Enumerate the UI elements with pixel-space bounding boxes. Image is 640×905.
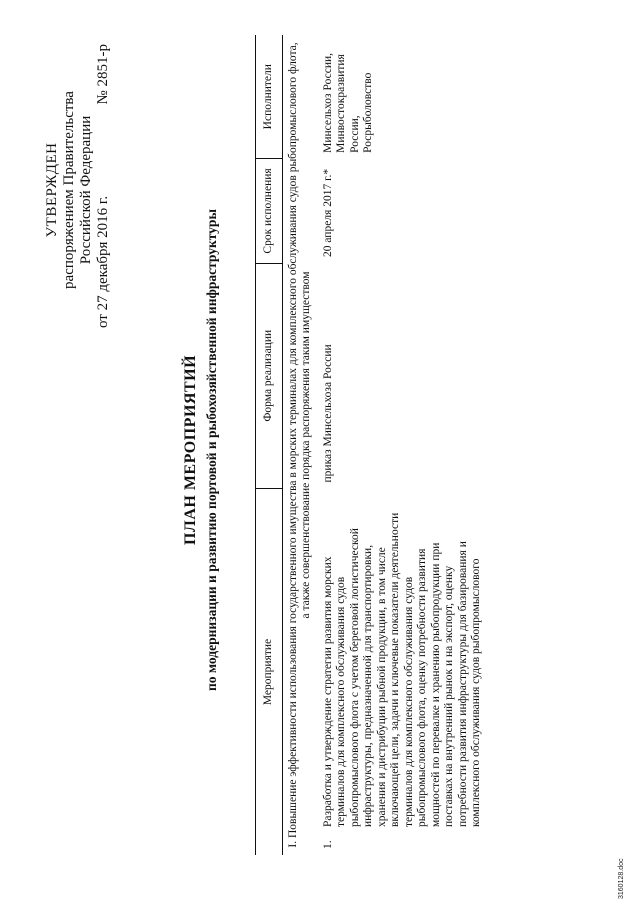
header-event: Мероприятие [256,488,283,855]
approval-stamp [44,30,112,350]
file-code: 3160128.doc [618,858,625,899]
executor-line: Минсельхоз России, [321,52,334,153]
approval-line-1: распоряжением Правительства [61,91,77,289]
row-deadline: 20 апреля 2017 г.* [321,168,334,258]
row-number: 1. [321,840,334,849]
approval-date-line [95,30,112,350]
header-executors: Исполнители [256,35,283,159]
executor-line: России, [348,115,361,153]
title-main: ПЛАН МЕРОПРИЯТИЙ [182,354,199,546]
header-form: Форма реализации [256,263,283,488]
section-title: I. Повышение эффективности использования государственного имущества в морских терминалах для комплексного обслуживания судов рыбопромыслового флота, а также совершенствование порядка распоряжения таким имуществом [286,42,312,848]
table-header-row [256,35,283,855]
executor-line: Минвостокразвития [335,54,347,153]
approval-number: № 2851-р [95,44,111,105]
title-sub: по модернизации и развитию портовой и рыбохозяйственной инфраструктуры [204,209,219,691]
row-executors [318,35,488,159]
header-deadline: Срок исполнения [256,159,283,263]
row-event: Разработка и утверждение стратегии развития морских терминалов для комплексного обслуживания судов рыбопромыслового флота с учетом береговой логистической инфраструктуры, предназначенной для транспортировки, хранения и дистрибуции рыбной продукции, в том числе включающей цели, задачи и ключевые показатели деятельности терминалов для комплексного обслуживания судов рыбопромыслового флота, оценку потребности развития мощностей по перевалке и хранению рыбопродукции при поставках на внутренний рынок и на экспорт, оценку потребности развития инфраструктуры для базирования и комплексного обслуживания судов рыбопромыслового [321,512,482,827]
row-form: приказ Минсельхоза России [321,344,334,483]
section-row [282,35,318,855]
document-title [182,35,220,865]
approval-line-2: Российской Федерации [78,115,94,265]
executor-line: Росрыболовство [362,72,374,153]
row-event-cell [318,488,488,855]
approval-heading: УТВЕРЖДЕН [44,142,60,238]
approval-date: от 27 декабря 2016 г. [95,195,111,328]
plan-table [255,35,488,855]
table-row [318,35,488,855]
